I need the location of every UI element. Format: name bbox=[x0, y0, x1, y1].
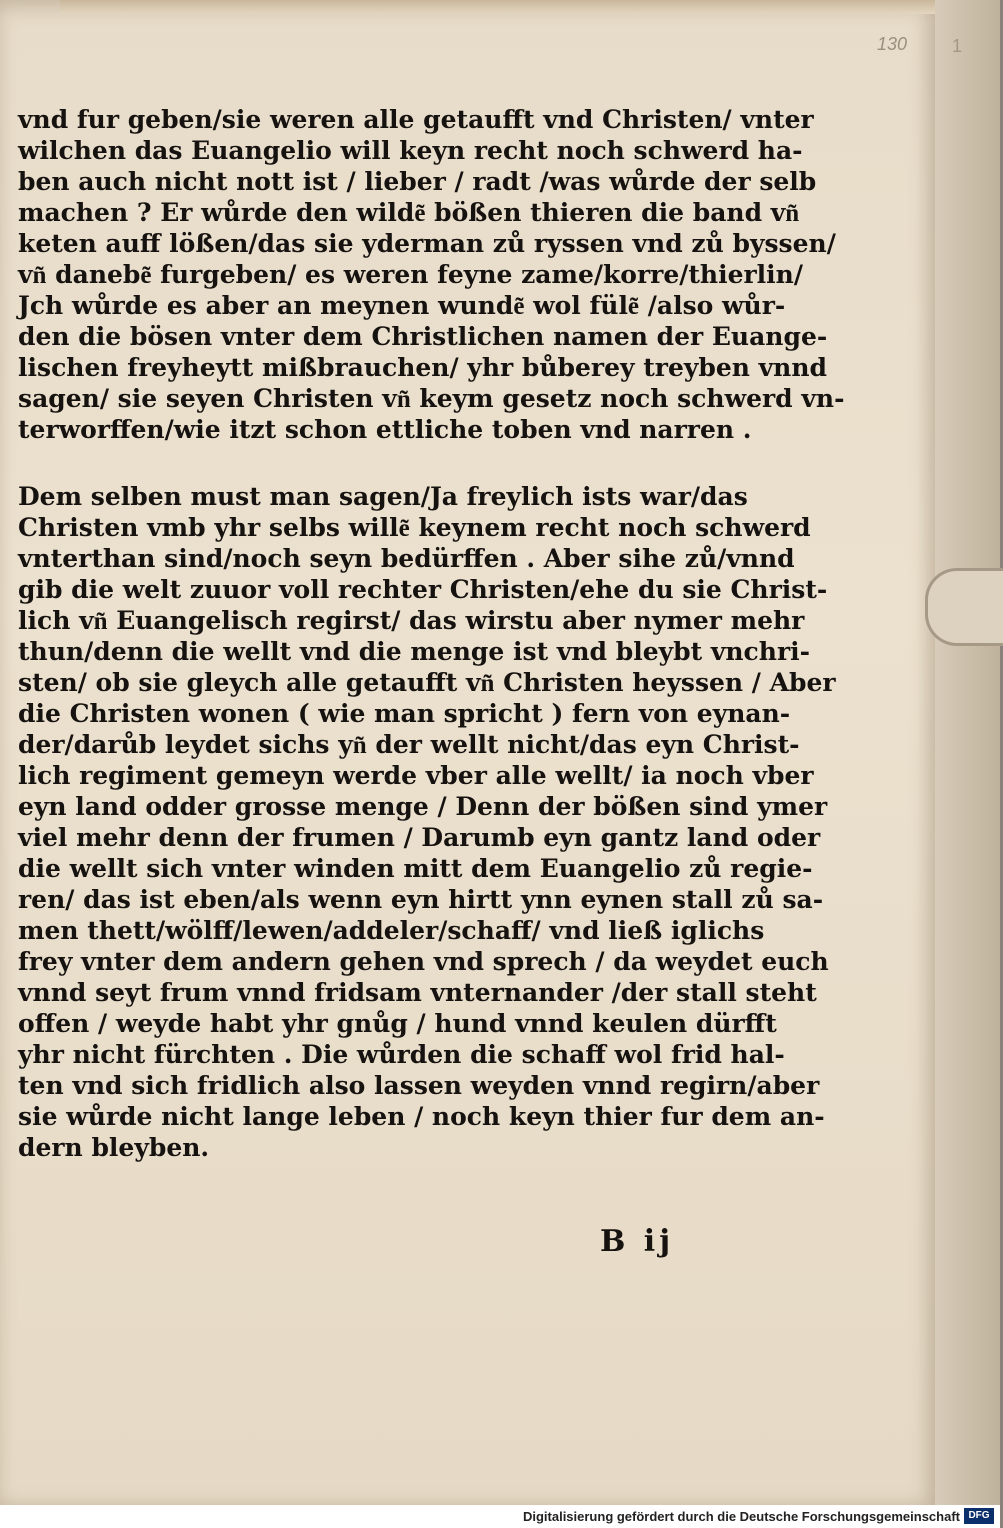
text-line: ren/ das ist eben/als wenn eyn hirtt ynn eynen stall zů sa- bbox=[18, 885, 824, 914]
text-line: vnnd seyt frum vnnd fridsam vnternander /der stall steht bbox=[18, 978, 817, 1007]
text-line: vn͂ danebe͂ furgeben/ es weren feyne zame/korre/thierlin/ bbox=[18, 260, 803, 289]
text-line: vnterthan sind/noch seyn bedürffen . Aber sihe zů/vnnd bbox=[18, 544, 795, 573]
text-line: vnd fur geben/sie weren alle getaufft vnd Christen/ vnter bbox=[18, 105, 814, 134]
text-line: Christen vmb yhr selbs wille͂ keynem recht noch schwerd bbox=[18, 513, 811, 542]
text-line: dern bleyben. bbox=[18, 1133, 210, 1162]
text-line: sie wůrde nicht lange leben / noch keyn thier fur dem an- bbox=[18, 1102, 825, 1131]
text-line: offen / weyde habt yhr gnůg / hund vnnd keulen dürfft bbox=[18, 1009, 777, 1038]
text-line: men thett/wölff/lewen/addeler/schaff/ vnd ließ iglichs bbox=[18, 916, 765, 945]
text-line: sten/ ob sie gleych alle getaufft vn͂ Christen heyssen / Aber bbox=[18, 668, 836, 697]
text-line: terworffen/wie itzt schon ettliche toben vnd narren . bbox=[18, 415, 752, 444]
text-line: eyn land odder grosse menge / Denn der bößen sind ymer bbox=[18, 792, 828, 821]
dfg-logo: DFG bbox=[964, 1508, 994, 1524]
text-line: Dem selben must man sagen/Ja freylich ists war/das bbox=[18, 482, 748, 511]
paragraph-2 bbox=[18, 481, 836, 1163]
text-line: wilchen das Euangelio will keyn recht noch schwerd ha- bbox=[18, 136, 803, 165]
page-clip bbox=[925, 568, 1003, 646]
text-line: ben auch nicht nott ist / lieber / radt /was wůrde der selb bbox=[18, 167, 817, 196]
page-top-edge bbox=[60, 0, 1000, 14]
text-line: die Christen wonen ( wie man spricht ) fern von eynan- bbox=[18, 699, 791, 728]
text-line: lischen freyheytt mißbrauchen/ yhr bůberey treyben vnnd bbox=[18, 353, 828, 382]
text-block bbox=[18, 104, 845, 1163]
folio-number: 130 bbox=[876, 34, 908, 54]
text-line: lich vn͂ Euangelisch regirst/ das wirstu aber nymer mehr bbox=[18, 606, 805, 635]
paragraph-1 bbox=[18, 104, 845, 445]
text-line: thun/denn die wellt vnd die menge ist vnd bleybt vnchri- bbox=[18, 637, 811, 666]
text-line: keten auff lößen/das sie yderman zů ryssen vnd zů byssen/ bbox=[18, 229, 836, 258]
text-line: die wellt sich vnter winden mitt dem Euangelio zů regie- bbox=[18, 854, 813, 883]
page-right-edge bbox=[935, 0, 1000, 1505]
footer-bar bbox=[0, 1505, 1000, 1528]
text-line: viel mehr denn der frumen / Darumb eyn gantz land oder bbox=[18, 823, 821, 852]
text-line: den die bösen vnter dem Christlichen namen der Euange- bbox=[18, 322, 828, 351]
folio-mark: 1 bbox=[952, 36, 963, 56]
text-line: gib die welt zuuor voll rechter Christen/ehe du sie Christ- bbox=[18, 575, 828, 604]
text-line: ten vnd sich fridlich also lassen weyden vnnd regirn/aber bbox=[18, 1071, 820, 1100]
text-line: frey vnter dem andern gehen vnd sprech / da weydet euch bbox=[18, 947, 829, 976]
funding-credit: Digitalisierung gefördert durch die Deutsche Forschungsgemeinschaft bbox=[522, 1509, 960, 1524]
text-line: Jch wůrde es aber an meynen wunde͂ wol füle͂ /also wůr- bbox=[18, 291, 786, 320]
text-line: sagen/ sie seyen Christen vn͂ keym gesetz noch schwerd vn- bbox=[18, 384, 845, 413]
text-line: der/darůb leydet sichs yn͂ der wellt nicht/das eyn Christ- bbox=[18, 730, 800, 759]
text-line: machen ? Er wůrde den wilde͂ bößen thieren die band vn͂ bbox=[18, 198, 800, 227]
text-line: lich regiment gemeyn werde vber alle wellt/ ia noch vber bbox=[18, 761, 814, 790]
text-line: yhr nicht fürchten . Die wůrden die schaff wol frid hal- bbox=[18, 1040, 785, 1069]
signature-mark: B ij bbox=[600, 1224, 675, 1259]
